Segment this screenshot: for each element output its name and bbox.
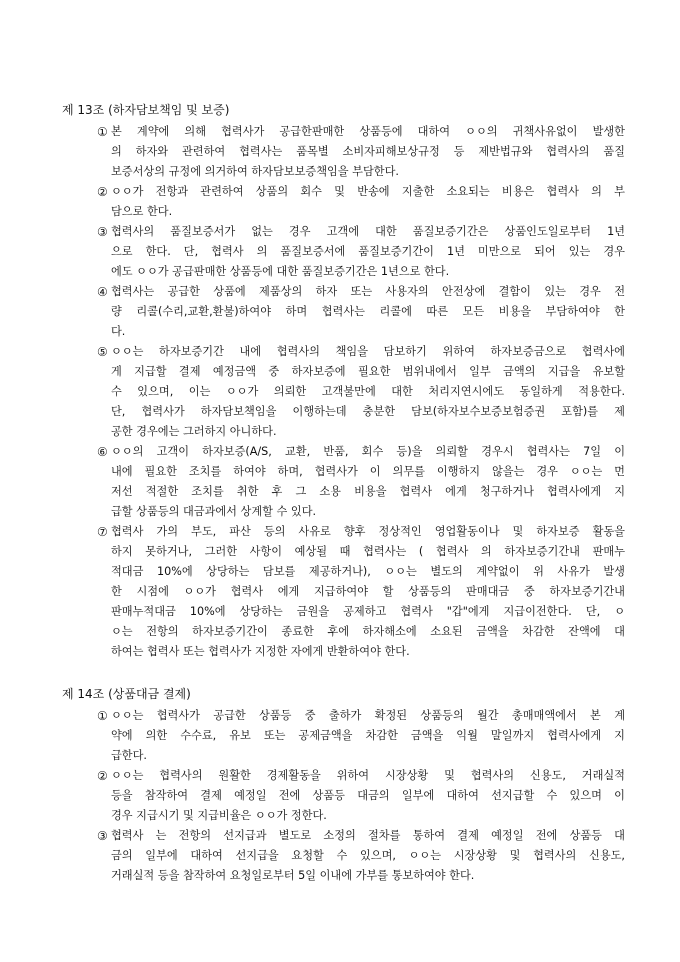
text-line: ㅇㅇ는 협력사가 공급한 상품등 중 출하가 확정된 상품등의 월간 총매매액에서 본 계: [111, 709, 625, 722]
text-line: 에도 ㅇㅇ가 공급판매한 상품등에 대한 품질보증기간은 1년으로 한다.: [111, 265, 450, 278]
text-line: 량 리콜(수리,교환,환불)하여야 하며 협력사는 리콜에 따른 모든 비용을 부담하여야 한: [111, 305, 625, 318]
article-13-item-2: [97, 182, 625, 222]
text-line: 단, 협력사가 하자담보책임을 이행하는데 충분한 담보(하자보수보증보험증권 포함)를 제: [111, 405, 625, 418]
item-marker: ④: [97, 285, 108, 299]
text-line: ㅇㅇ는 하자보증기간 내에 협력사의 책임을 담보하기 위하여 하자보증금으로 협력사에: [111, 345, 625, 358]
article-13-item-5: [97, 342, 625, 442]
text-line: 한 시점에 ㅇㅇ가 협력사 에게 지급하여야 할 상품등의 판매대금 중 하자보증기간내: [111, 585, 625, 598]
item-marker: ②: [97, 769, 108, 783]
text-line: ㅇㅇ는 협력사의 원활한 경제활동을 위하여 시장상황 및 협력사의 신용도, 거래실적: [111, 769, 625, 782]
text-line: 으로 한다. 단, 협력사 의 품질보증서에 품질보증기간이 1년 미만으로 되어 있는 경우: [111, 245, 625, 258]
text-line: 등을 참작하여 결제 예정일 전에 상품등 대금의 일부에 대하여 선지급할 수 있으며 이: [111, 789, 625, 802]
item-marker: ③: [97, 829, 108, 843]
item-marker: ⑥: [97, 445, 108, 459]
article-14-item-2: [97, 766, 625, 826]
text-line: 금의 일부에 대하여 선지급을 요청할 수 있으며, ㅇㅇ는 시장상황 및 협력사의 신용도,: [111, 849, 625, 862]
article-13-item-1: [97, 122, 625, 182]
text-line: 하여는 협력사 또는 협력사가 지정한 자에게 반환하여야 한다.: [111, 645, 410, 658]
article-13-title: 제 13조 (하자담보책임 및 보증): [62, 103, 230, 117]
text-line: 다.: [111, 325, 126, 338]
text-line: 판매누적대금 10%에 상당하는 금원을 공제하고 협력사 "갑"에게 지급이전한다. 단, ㅇ: [111, 605, 625, 618]
article-13-item-3: [97, 222, 625, 282]
text-line: 경우 지급시기 및 지급비율은 ㅇㅇ가 정한다.: [111, 809, 327, 822]
text-line: 하지 못하거나, 그러한 사항이 예상될 때 협력사는 ( 협력사 의 하자보증기간내 판매누: [111, 545, 625, 558]
text-line: 약에 의한 수수료, 유보 또는 공제금액을 차감한 금액을 익월 말일까지 협력사에게 지: [111, 729, 625, 742]
text-line: 본 계약에 의해 협력사가 공급한판매한 상품등에 대하여 ㅇㅇ의 귀책사유없이 발생한: [111, 125, 625, 138]
text-line: 급할 상품등의 대금과에서 상계할 수 있다.: [111, 505, 317, 518]
article-14-item-1: [97, 706, 625, 766]
text-line: 협력사 는 전항의 선지급과 별도로 소정의 절차를 통하여 결제 예정일 전에 상품등 대: [111, 829, 625, 842]
text-line: 거래실적 등을 참작하여 요청일로부터 5일 이내에 가부를 통보하여야 한다.: [111, 869, 475, 882]
text-line: ㅇㅇ의 고객이 하자보증(A/S, 교환, 반품, 회수 등)을 의뢰할 경우시 협력사는 7일 이: [111, 445, 625, 458]
text-line: 공한 경우에는 그러하지 아니하다.: [111, 425, 277, 438]
text-line: ㅇㅇ가 전항과 관련하여 상품의 회수 및 반송에 지출한 소요되는 비용은 협력사 의 부: [111, 185, 625, 198]
text-line: 내에 필요한 조치를 하여야 하며, 협력사가 이 의무를 이행하지 않을는 경우 ㅇㅇ는 먼: [111, 465, 625, 478]
text-line: 급한다.: [111, 749, 147, 762]
item-marker: ①: [97, 125, 108, 139]
text-line: 협력사 가의 부도, 파산 등의 사유로 향후 정상적인 영업활동이나 및 하자보증 활동을: [111, 525, 625, 538]
article-13-item-4: [97, 282, 625, 342]
article-14-item-3: [97, 826, 625, 886]
text-line: 게 지급할 결제 예정금액 중 하자보증에 필요한 범위내에서 일부 금액의 지급을 유보할: [111, 365, 625, 378]
text-line: ㅇ는 전항의 하자보증기간이 종료한 후에 하자해소에 소요된 금액을 차감한 잔액에 대: [111, 625, 625, 638]
item-marker: ③: [97, 225, 108, 239]
item-marker: ⑦: [97, 525, 108, 539]
text-line: 담으로 한다.: [111, 205, 173, 218]
text-line: 의 하자와 관련하여 협력사는 품목별 소비자피해보상규정 등 제반법규와 협력사의 품질: [111, 145, 625, 158]
text-line: 보증서상의 규정에 의거하여 하자담보보증책임을 부담한다.: [111, 165, 399, 178]
text-line: 협력사의 품질보증서가 없는 경우 고객에 대한 품질보증기간은 상품인도일로부터 1년: [111, 225, 625, 238]
text-line: 적대금 10%에 상당하는 담보를 제공하거나), ㅇㅇ는 별도의 계약없이 위 사유가 발생: [111, 565, 625, 578]
article-13-item-7: [97, 522, 625, 662]
text-line: 협력사는 공급한 상품에 제품상의 하자 또는 사용자의 안전상에 결함이 있는 경우 전: [111, 285, 625, 298]
text-line: 수 있으며, 이는 ㅇㅇ가 의뢰한 고객불만에 대한 처리지연시에도 동일하게 적용한다.: [111, 385, 625, 398]
article-14-title: 제 14조 (상품대금 결제): [62, 687, 191, 701]
item-marker: ⑤: [97, 345, 108, 359]
item-marker: ②: [97, 185, 108, 199]
article-13-item-6: [97, 442, 625, 522]
item-marker: ①: [97, 709, 108, 723]
text-line: 저선 적절한 조치를 취한 후 그 소용 비용을 협력사 에게 청구하거나 협력사에게 지: [111, 485, 625, 498]
